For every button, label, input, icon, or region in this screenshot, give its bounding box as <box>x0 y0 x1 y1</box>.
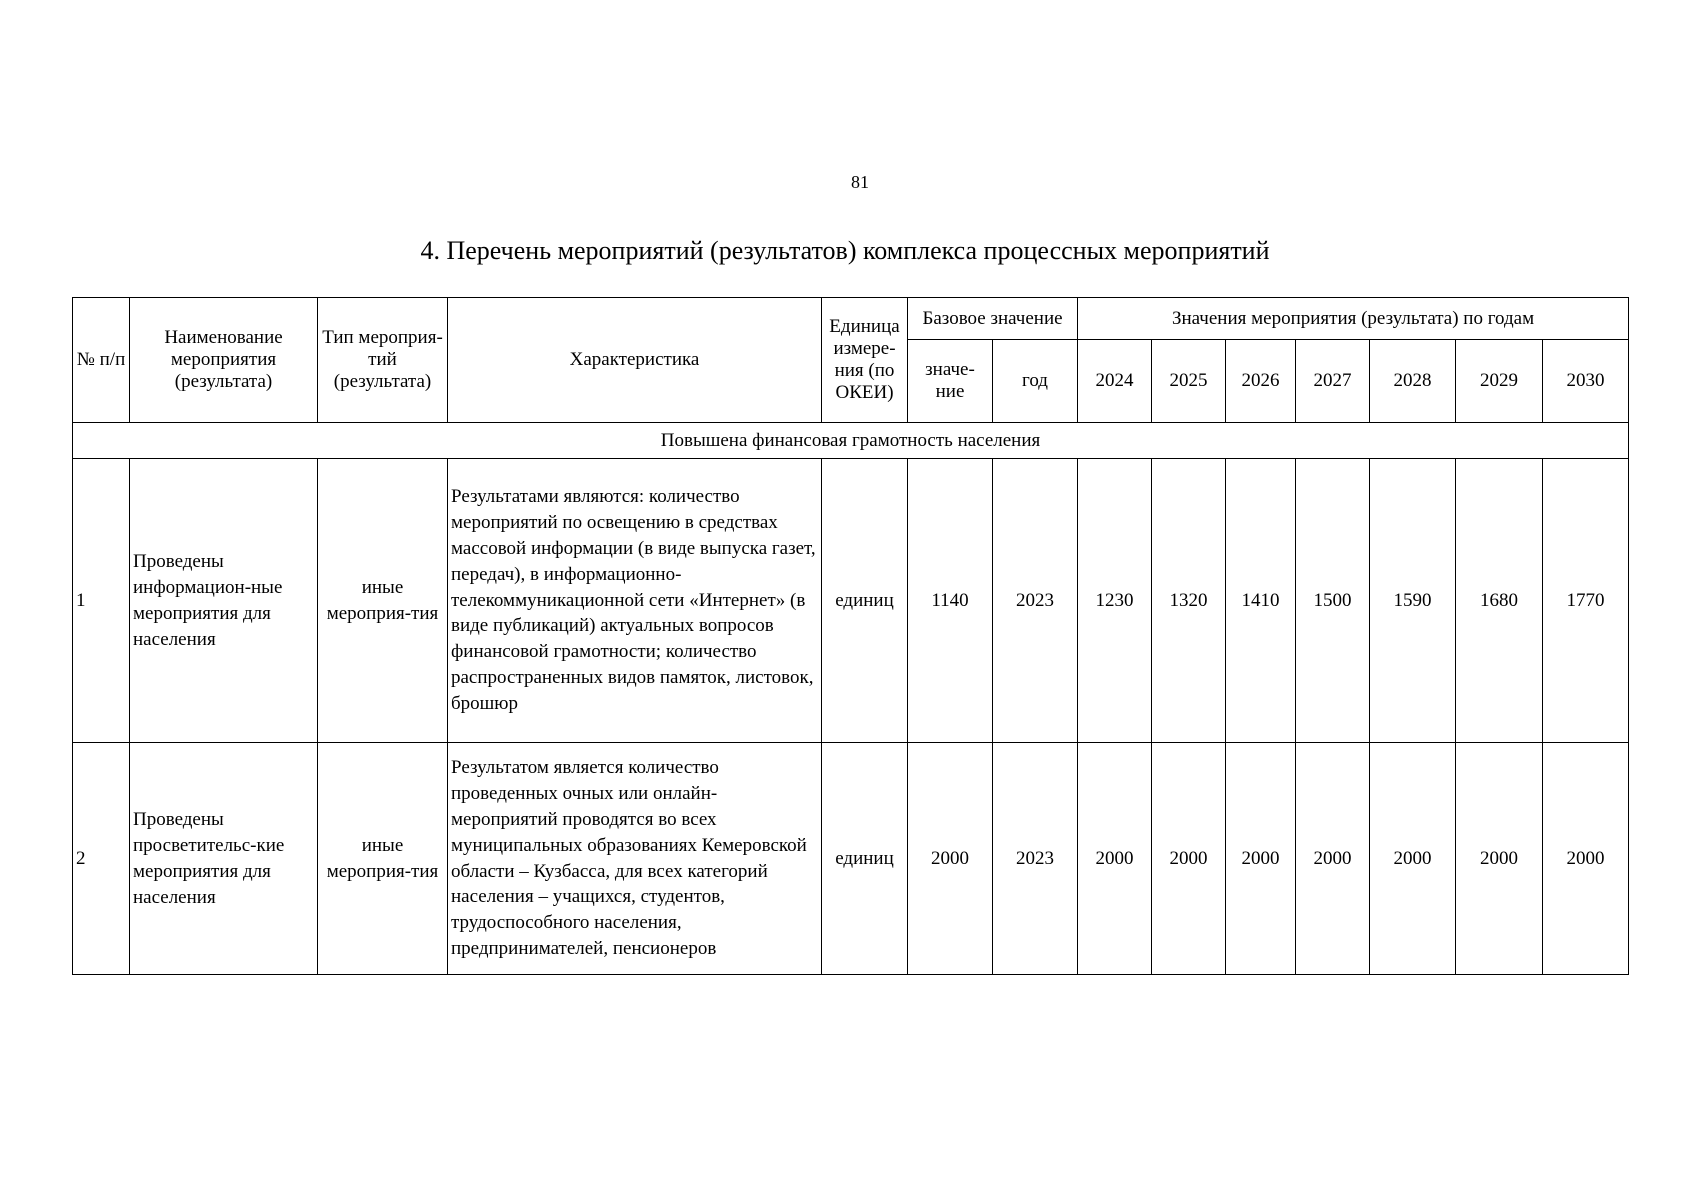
row-year-value: 1230 <box>1078 459 1152 743</box>
header-year: 2024 <box>1078 340 1152 423</box>
header-base-group: Базовое значение <box>908 298 1078 340</box>
row-description: Результатами являются: количество мероприятий по освещению в средствах массовой информации (в виде выпуска газет, передач), в информационно-телекоммуникационной сети «Интернет» (в виде публикаций) актуальных вопросов финансовой грамотности; количество распространенных видов памяток, листовок, брошюр <box>448 459 822 743</box>
section-title: Повышена финансовая грамотность населения <box>73 423 1629 459</box>
row-unit: единиц <box>822 743 908 975</box>
row-year-value: 1680 <box>1456 459 1543 743</box>
table-row <box>73 459 1629 743</box>
header-year: 2025 <box>1152 340 1226 423</box>
row-year-value: 1410 <box>1226 459 1296 743</box>
row-base-year: 2023 <box>993 743 1078 975</box>
row-year-value: 2000 <box>1543 743 1629 975</box>
header-row-top <box>73 298 1629 340</box>
header-year: 2029 <box>1456 340 1543 423</box>
row-year-value: 2000 <box>1456 743 1543 975</box>
row-year-value: 1320 <box>1152 459 1226 743</box>
header-year: 2027 <box>1296 340 1370 423</box>
row-base-value: 1140 <box>908 459 993 743</box>
row-year-value: 1590 <box>1370 459 1456 743</box>
row-name: Проведены информацион-ные мероприятия для населения <box>130 459 318 743</box>
row-base-value: 2000 <box>908 743 993 975</box>
header-type: Тип мероприя-тий (результата) <box>318 298 448 423</box>
row-year-value: 1770 <box>1543 459 1629 743</box>
header-num: № п/п <box>73 298 130 423</box>
row-year-value: 2000 <box>1078 743 1152 975</box>
header-year: 2026 <box>1226 340 1296 423</box>
row-unit: единиц <box>822 459 908 743</box>
header-description: Характеристика <box>448 298 822 423</box>
header-year: 2028 <box>1370 340 1456 423</box>
row-name: Проведены просветительс-кие мероприятия для населения <box>130 743 318 975</box>
row-year-value: 2000 <box>1226 743 1296 975</box>
row-year-value: 2000 <box>1152 743 1226 975</box>
row-type: иные мероприя-тия <box>318 459 448 743</box>
row-num: 1 <box>73 459 130 743</box>
header-year: 2030 <box>1543 340 1629 423</box>
header-years-group: Значения мероприятия (результата) по годам <box>1078 298 1629 340</box>
header-unit: Единица измере-ния (по ОКЕИ) <box>822 298 908 423</box>
header-name: Наименование мероприятия (результата) <box>130 298 318 423</box>
row-base-year: 2023 <box>993 459 1078 743</box>
events-table <box>72 297 1629 975</box>
header-base-year: год <box>993 340 1078 423</box>
page-number: 81 <box>851 172 869 192</box>
row-year-value: 1500 <box>1296 459 1370 743</box>
row-description: Результатом является количество проведенных очных или онлайн-мероприятий проводятся во всех муниципальных образованиях Кемеровской области – Кузбасса, для всех категорий населения – учащихся, студентов, трудоспособного населения, предпринимателей, пенсионеров <box>448 743 822 975</box>
header-base-value: значе-ние <box>908 340 993 423</box>
table-row <box>73 743 1629 975</box>
document-title: 4. Перечень мероприятий (результатов) комплекса процессных мероприятий <box>420 236 1270 265</box>
row-type: иные мероприя-тия <box>318 743 448 975</box>
row-year-value: 2000 <box>1296 743 1370 975</box>
section-row <box>73 423 1629 459</box>
row-num: 2 <box>73 743 130 975</box>
row-year-value: 2000 <box>1370 743 1456 975</box>
